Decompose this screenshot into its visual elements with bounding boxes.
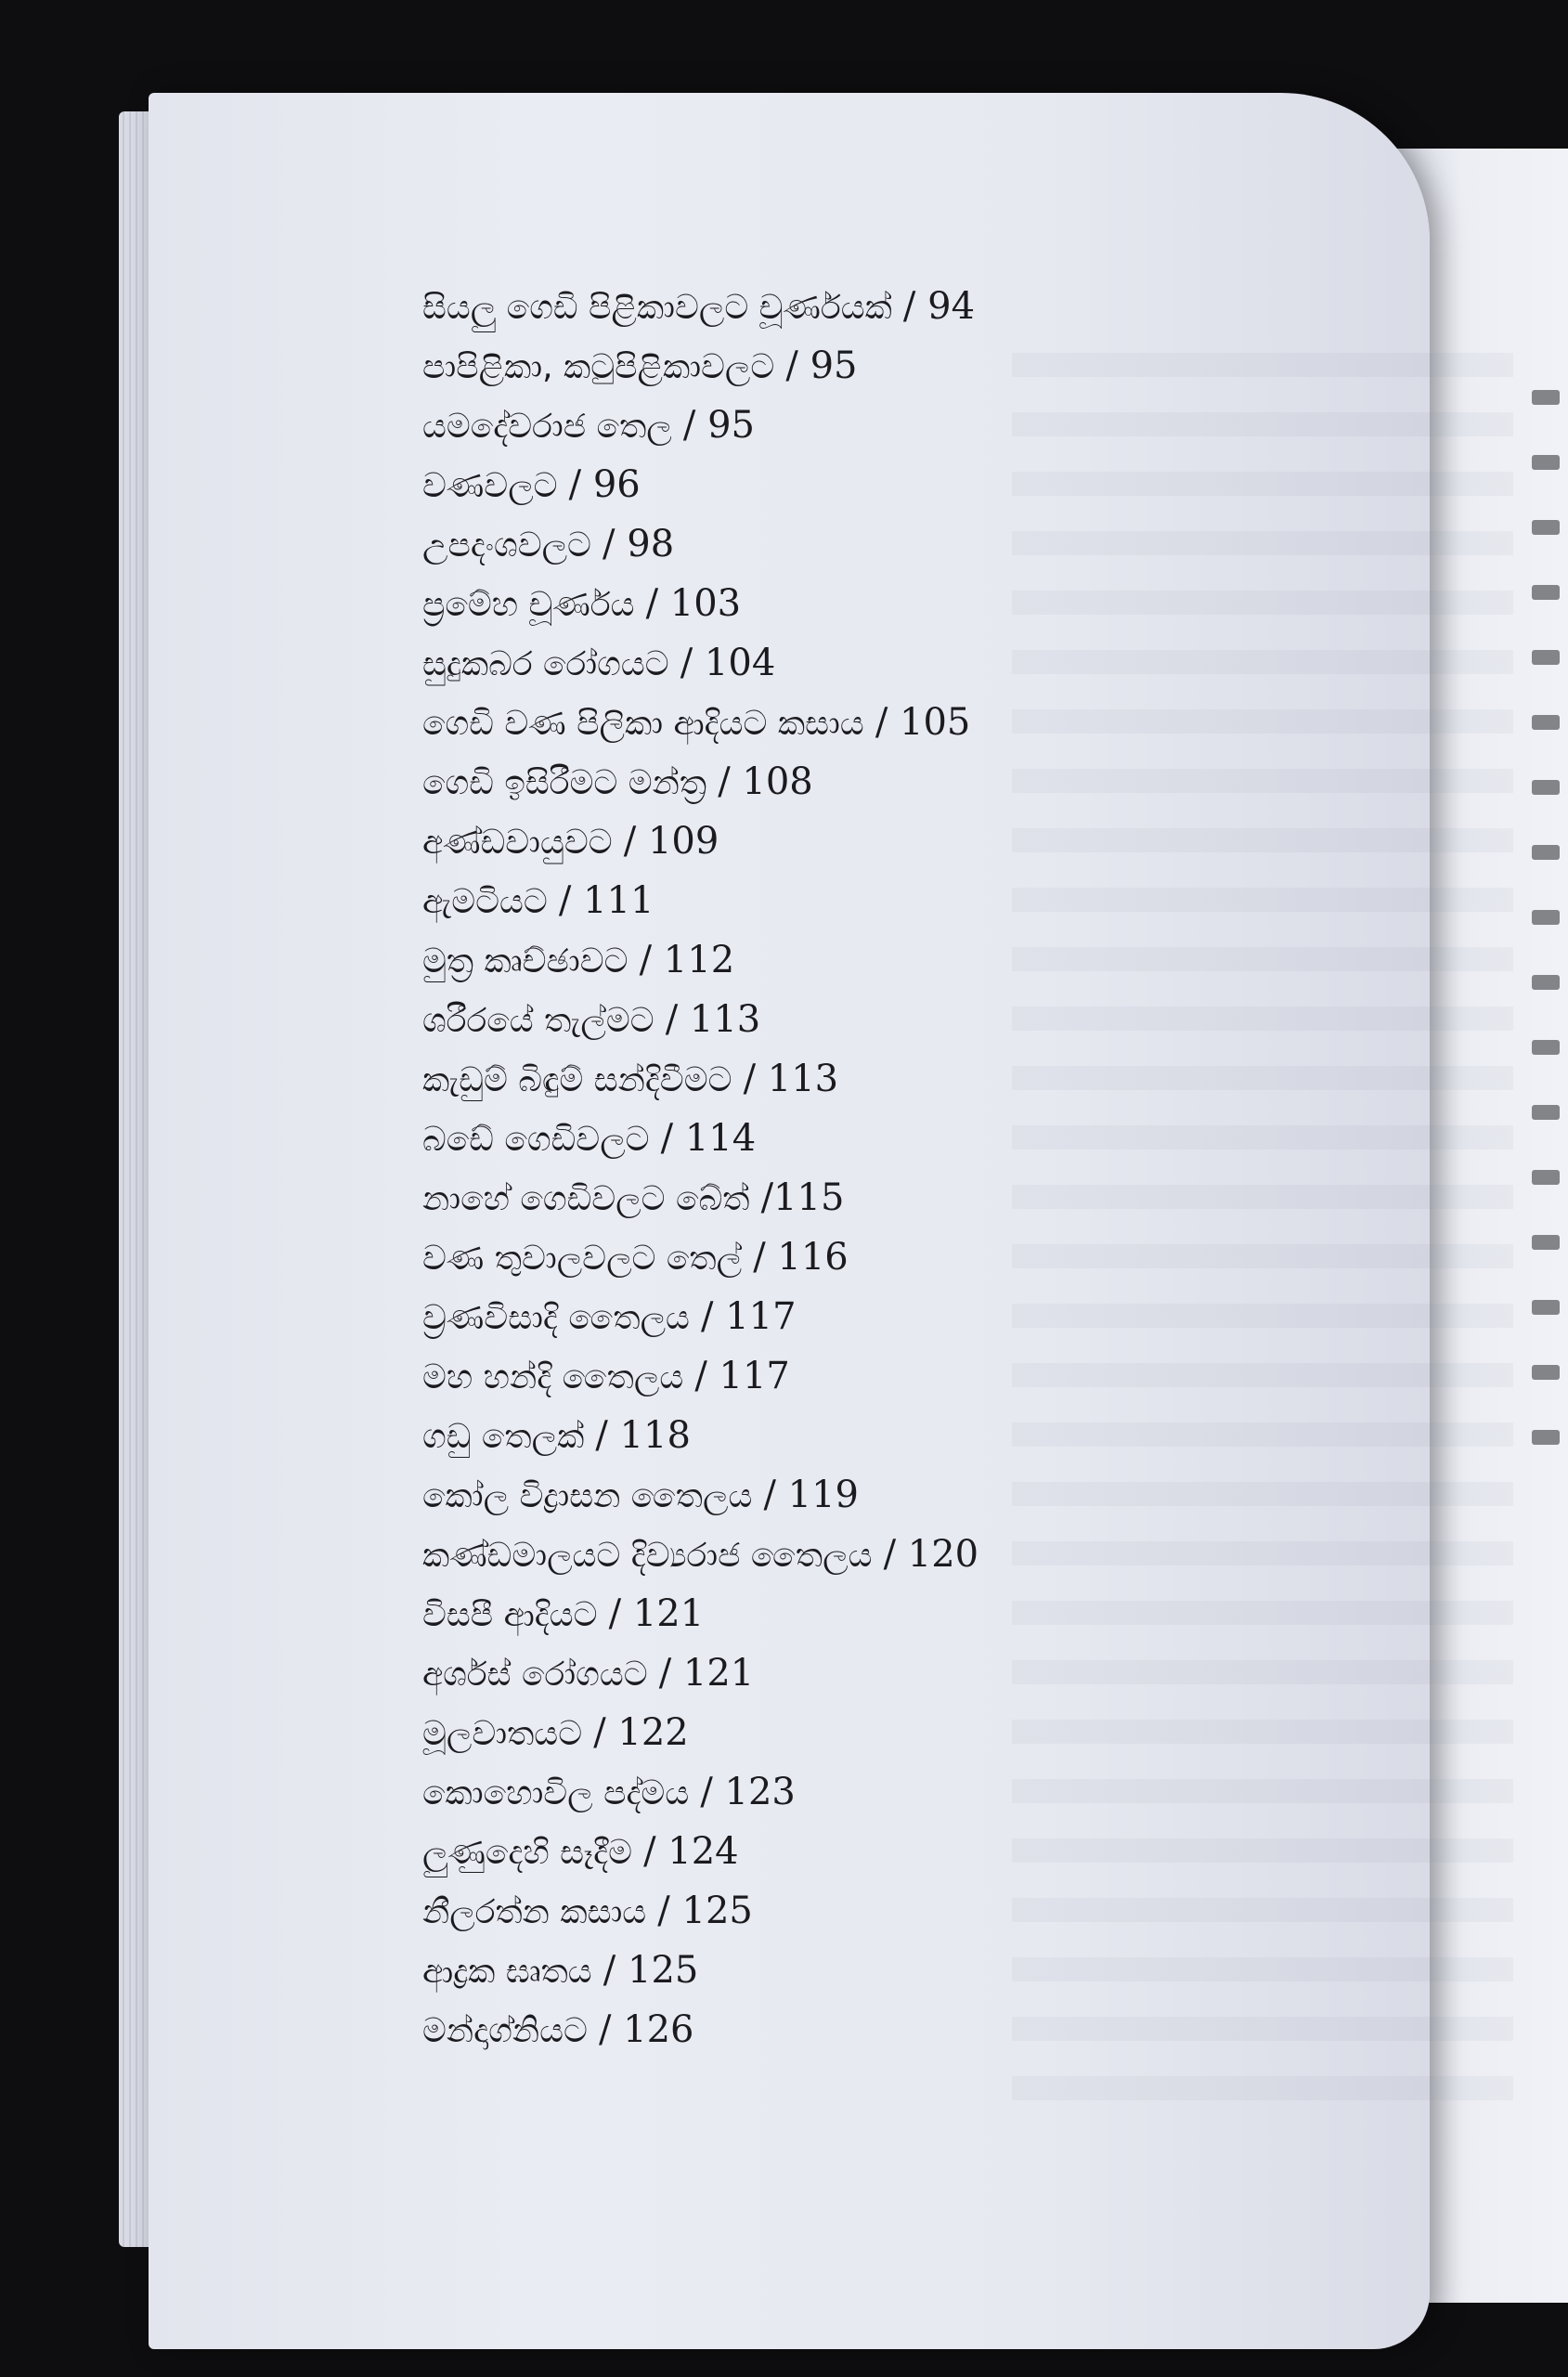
toc-entry-title: සියලු ගෙඩි පිළිකාවලට චූර්ණයක්: [422, 289, 892, 327]
toc-entry-page: / 103: [645, 582, 742, 625]
toc-entry-title: ශරීරයේ තැල්මට: [422, 1002, 654, 1040]
toc-entry-page: / 111: [558, 879, 654, 922]
toc-entry-title: වණ තුවාලවලට තෙල්: [422, 1240, 743, 1278]
toc-entry-page: / 125: [657, 1890, 753, 1932]
toc-entry: [422, 1525, 1258, 1584]
toc-entry-page: / 125: [603, 1949, 699, 1992]
toc-entry-title: වණවලට: [422, 467, 558, 505]
toc-entry-page: / 120: [883, 1533, 979, 1576]
toc-entry: [422, 1049, 1258, 1109]
toc-entry-page: / 112: [639, 939, 735, 981]
toc-entry: [422, 1287, 1258, 1346]
toc-entry-page: / 122: [593, 1711, 689, 1754]
toc-entry-title: මහ හන්දි තෛලය: [422, 1358, 684, 1396]
toc-entry-title: ප්‍රමේහ චූර්ණය: [422, 586, 635, 624]
toc-entry: [422, 1465, 1258, 1525]
toc-entry-title: අණ්ඩවායුවට: [422, 824, 613, 862]
toc-entry: [422, 277, 1258, 336]
toc-entry-page: / 121: [658, 1652, 755, 1695]
toc-entry-title: කෝල විද්‍රාසන තෛලය: [422, 1477, 753, 1515]
toc-entry-page: / 117: [701, 1295, 797, 1338]
toc-entry-title: ඇමටියට: [422, 883, 548, 921]
toc-entry-page: / 105: [875, 701, 971, 744]
toc-entry-title: පාපිළිකා, කටුපිළිකාවලට: [422, 348, 775, 386]
toc-entry-title: මුත්‍ර කෘච්ඡාවට: [422, 942, 628, 981]
facing-page-text-fragment: [1532, 585, 1560, 600]
toc-entry: [422, 1109, 1258, 1168]
toc-entry-title: නීලරත්න කසාය: [422, 1893, 647, 1931]
toc-entry: [422, 633, 1258, 693]
toc-entry: [422, 693, 1258, 752]
toc-entry: [422, 1346, 1258, 1406]
toc-entry-page: / 119: [763, 1474, 859, 1516]
toc-entry: [422, 396, 1258, 455]
toc-entry-page: / 98: [603, 523, 675, 565]
toc-entry-title: යමදේවරාජ තෙල: [422, 408, 672, 446]
toc-entry: [422, 1227, 1258, 1287]
toc-entry-title: ලුණුදෙහි සෑදීම: [422, 1834, 632, 1872]
toc-entry-page: / 123: [700, 1771, 796, 1813]
toc-entry-page: /115: [760, 1176, 845, 1219]
toc-entry: [422, 871, 1258, 930]
toc-entry-page: / 113: [665, 998, 761, 1041]
facing-page-text-fragment: [1532, 520, 1560, 535]
facing-page-text-fragment: [1532, 455, 1560, 470]
toc-entry-title: ගෙඩි වණ පිලිකා ආදියට කසාය: [422, 705, 864, 743]
toc-entry-title: කොහොවිල පද්මය: [422, 1774, 690, 1812]
facing-page-text-fragment: [1532, 1300, 1560, 1315]
toc-entry-page: / 109: [623, 820, 719, 863]
toc-entry: [422, 2000, 1258, 2059]
toc-entry-title: ගෙඩි ඉසිරීමට මන්ත්‍ර: [422, 764, 707, 802]
facing-page-text-fragment: [1532, 910, 1560, 925]
facing-page-text-fragment: [1532, 1040, 1560, 1055]
toc-entry-page: / 104: [680, 642, 776, 684]
toc-entry: [422, 1584, 1258, 1643]
toc-entry-title: නාහේ ගෙඩිවලට බේත්: [422, 1180, 750, 1218]
toc-entry-page: / 95: [682, 404, 755, 447]
facing-page-text-fragment: [1532, 1365, 1560, 1380]
toc-entry-title: සුදුකබර රෝගයට: [422, 645, 669, 683]
facing-page-text-fragment: [1532, 1235, 1560, 1250]
facing-page-text-fragment: [1532, 650, 1560, 665]
toc-entry-title: මූලවාතයට: [422, 1715, 583, 1753]
facing-page-text-fragment: [1532, 845, 1560, 860]
facing-page-text-fragment: [1532, 390, 1560, 405]
toc-entry: [422, 990, 1258, 1049]
toc-entry: [422, 455, 1258, 514]
toc-entry-title: ආද්‍රක ඝෘතය: [422, 1953, 592, 1991]
toc-entry: [422, 1643, 1258, 1703]
toc-entry-page: / 96: [568, 463, 641, 506]
toc-entry: [422, 930, 1258, 990]
toc-entry-title: කැඩුම් බිඳුම් සන්දිවීමට: [422, 1061, 732, 1099]
facing-page-text-fragment: [1532, 975, 1560, 990]
toc-entry-page: / 113: [743, 1058, 839, 1100]
toc-entry-title: කණ්ඩමාලයට දිව්‍යරාජ තෛලය: [422, 1537, 873, 1575]
toc-entry-page: / 121: [608, 1592, 705, 1635]
toc-entry-page: / 118: [595, 1414, 691, 1457]
toc-entry-title: අර්ශස් රෝගයට: [422, 1656, 648, 1694]
facing-page-text-fragment: [1532, 1105, 1560, 1120]
toc-entry-page: / 95: [785, 344, 858, 387]
toc-entry: [422, 1881, 1258, 1941]
toc-entry: [422, 1822, 1258, 1881]
toc-entry: [422, 752, 1258, 812]
toc-entry: [422, 1703, 1258, 1762]
table-of-contents: [422, 277, 1258, 2059]
facing-page-text-fragment: [1532, 780, 1560, 795]
toc-entry-title: විසපී ආදියට: [422, 1596, 598, 1634]
facing-page-text-fragment: [1532, 715, 1560, 730]
toc-entry-page: / 116: [753, 1236, 849, 1279]
toc-entry: [422, 1168, 1258, 1227]
toc-entry-page: / 117: [694, 1355, 790, 1397]
toc-entry-title: උපදංශවලට: [422, 526, 591, 565]
toc-entry: [422, 574, 1258, 633]
toc-entry: [422, 812, 1258, 871]
facing-page-text-fragment: [1532, 1170, 1560, 1185]
toc-entry-page: / 124: [643, 1830, 739, 1873]
toc-entry: [422, 514, 1258, 574]
toc-entry-title: ව්‍රණවිසාදි තෛලය: [422, 1299, 690, 1337]
toc-entry-page: / 126: [598, 2008, 694, 2051]
toc-entry: [422, 1406, 1258, 1465]
toc-entry-title: ගඩු තෙලක්: [422, 1418, 585, 1456]
toc-entry: [422, 1762, 1258, 1822]
toc-entry-title: බඩේ ගෙඩිවලට: [422, 1121, 650, 1159]
toc-entry-page: / 114: [660, 1117, 757, 1160]
toc-entry: [422, 1941, 1258, 2000]
toc-entry-page: / 108: [718, 760, 813, 803]
toc-entry-page: / 94: [902, 285, 976, 328]
toc-entry: [422, 336, 1258, 396]
facing-page-text-fragment: [1532, 1430, 1560, 1445]
toc-entry-title: මන්දාග්නියට: [422, 2012, 588, 2050]
